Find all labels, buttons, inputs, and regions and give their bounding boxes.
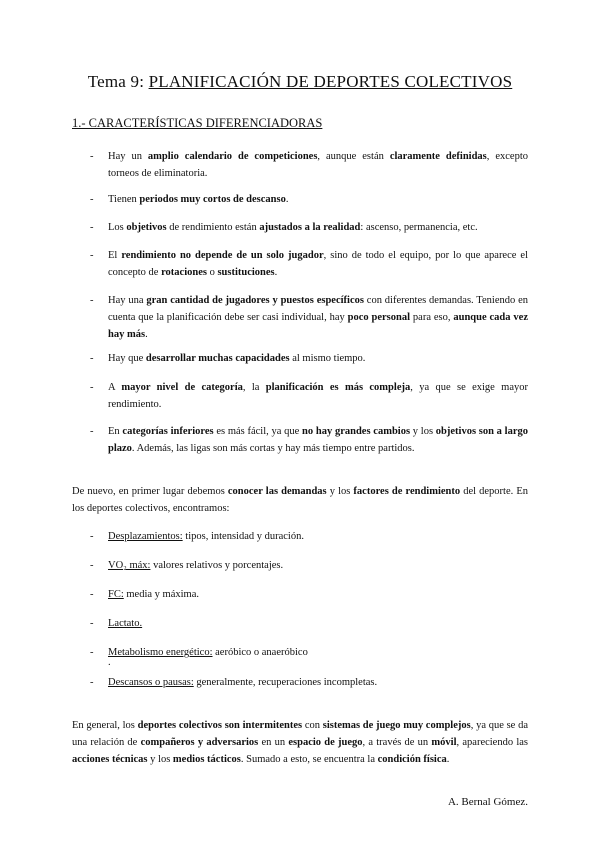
factor-text: generalmente, recuperaciones incompletas.: [193, 677, 378, 688]
bullet-text: El rendimiento no depende de un solo jugador, sino de todo el equipo, por lo que aparece el concepto de rotaciones o sustituciones.: [108, 250, 528, 278]
emphasis-text: gran cantidad de jugadores y puestos específicos: [146, 295, 364, 306]
bullet-dash: -: [90, 426, 94, 437]
author-signature: A. Bernal Gómez.: [447, 796, 528, 808]
emphasis-text: acciones técnicas: [72, 754, 148, 765]
emphasis-text: aunque cada vez hay más: [108, 312, 528, 340]
emphasis-text: planificación es más compleja: [265, 382, 411, 393]
emphasis-text: móvil: [431, 737, 457, 748]
bullet-dash: -: [90, 647, 94, 658]
bullet-text: Tienen periodos muy cortos de descanso.: [108, 194, 289, 205]
bullet-text: Los objetivos de rendimiento están ajustados a la realidad: ascenso, permanencia, etc.: [108, 222, 478, 233]
factor-label: FC:: [108, 589, 124, 600]
emphasis-text: medios tácticos: [172, 754, 241, 765]
bullet-dash: -: [90, 618, 94, 629]
page-title: [0, 72, 600, 92]
emphasis-text: no hay grandes cambios: [302, 426, 411, 437]
section-heading: 1.- CARACTERÍSTICAS DIFERENCIADORAS: [72, 116, 323, 130]
bullet-dash: -: [90, 677, 94, 688]
emphasis-text: rendimiento no depende de un solo jugador: [121, 250, 324, 261]
factor-label: Lactato.: [108, 618, 143, 629]
emphasis-text: claramente definidas: [389, 151, 487, 162]
emphasis-text: amplio calendario de competiciones: [147, 151, 318, 162]
emphasis-text: periodos muy cortos de descanso: [139, 194, 286, 205]
factor-text: aeróbico o anaeróbico: [212, 647, 308, 658]
bullet-dash: -: [90, 194, 94, 205]
bullet-dash: -: [90, 250, 94, 261]
emphasis-text: sustituciones: [217, 267, 275, 278]
title-main: PLANIFICACIÓN DE DEPORTES COLECTIVOS: [148, 72, 513, 91]
factor-label: Metabolismo energético:: [108, 647, 213, 658]
emphasis-text: desarrollar muchas capacidades: [145, 353, 290, 364]
factor-text: media y máxima.: [123, 589, 199, 600]
bullet-text: Hay una gran cantidad de jugadores y puestos específicos con diferentes demandas. Teniendo en cuenta que la planificación debe ser casi individual, hay poco personal para eso, aunque cada vez hay más.: [108, 295, 528, 340]
emphasis-text: deportes colectivos son intermitentes: [137, 720, 303, 731]
bullet-text: Hay que desarrollar muchas capacidades al mismo tiempo.: [108, 353, 366, 364]
bullet-dash: -: [90, 589, 94, 600]
emphasis-text: compañeros y adversarios: [140, 737, 259, 748]
bullet-dash: -: [90, 382, 94, 393]
emphasis-text: espacio de juego: [288, 737, 363, 748]
closing-paragraph: En general, los deportes colectivos son intermitentes con sistemas de juego muy complejos, ya que se da una relación de compañeros y adversarios en un espacio de juego, a través de un móvil, apareciendo las acciones técnicas y los medios tácticos. Sumado a esto, se encuentra la condición física.: [72, 720, 528, 765]
bullet-dash: -: [90, 151, 94, 162]
factor-label: Desplazamientos:: [108, 531, 183, 542]
bullet-dash: -: [90, 560, 94, 571]
emphasis-text: ajustados a la realidad: [259, 222, 361, 233]
bullet-text: En categorías inferiores es más fácil, ya que no hay grandes cambios y los objetivos son a largo plazo. Además, las ligas son más cortas y hay más tiempo entre partidos.: [108, 426, 529, 454]
emphasis-text: condición física: [377, 754, 447, 765]
emphasis-text: factores de rendimiento: [353, 486, 461, 497]
factor-label: Descansos o pausas:: [108, 677, 194, 688]
factor-text: valores relativos y porcentajes.: [150, 560, 284, 571]
emphasis-text: poco personal: [347, 312, 411, 323]
title-prefix: Tema 9:: [87, 72, 145, 91]
factor-text: tipos, intensidad y duración.: [182, 531, 304, 542]
bullet-text: A mayor nivel de categoría, la planificación es más compleja, ya que se exige mayor rendimiento.: [108, 382, 528, 410]
emphasis-text: conocer las demandas: [227, 486, 327, 497]
bullet-dash: -: [90, 222, 94, 233]
bullet-dash: -: [90, 531, 94, 542]
emphasis-text: objetivos: [126, 222, 167, 233]
emphasis-text: rotaciones: [161, 267, 207, 278]
bullet-text: Hay un amplio calendario de competiciones, aunque están claramente definidas, excepto torneos de eliminatoria.: [108, 151, 528, 179]
bullet-dash: -: [90, 295, 94, 306]
factor-label: VO₂ máx:: [108, 560, 151, 571]
emphasis-text: objetivos son a largo plazo: [108, 426, 529, 454]
intro-paragraph: De nuevo, en primer lugar debemos conocer las demandas y los factores de rendimiento del deporte. En los deportes colectivos, encontramos:: [72, 486, 529, 514]
emphasis-text: categorías inferiores: [122, 426, 214, 437]
bullet-dash: -: [90, 353, 94, 364]
emphasis-text: sistemas de juego muy complejos: [322, 720, 471, 731]
emphasis-text: mayor nivel de categoría: [121, 382, 243, 393]
stray-dot: .: [108, 657, 111, 668]
